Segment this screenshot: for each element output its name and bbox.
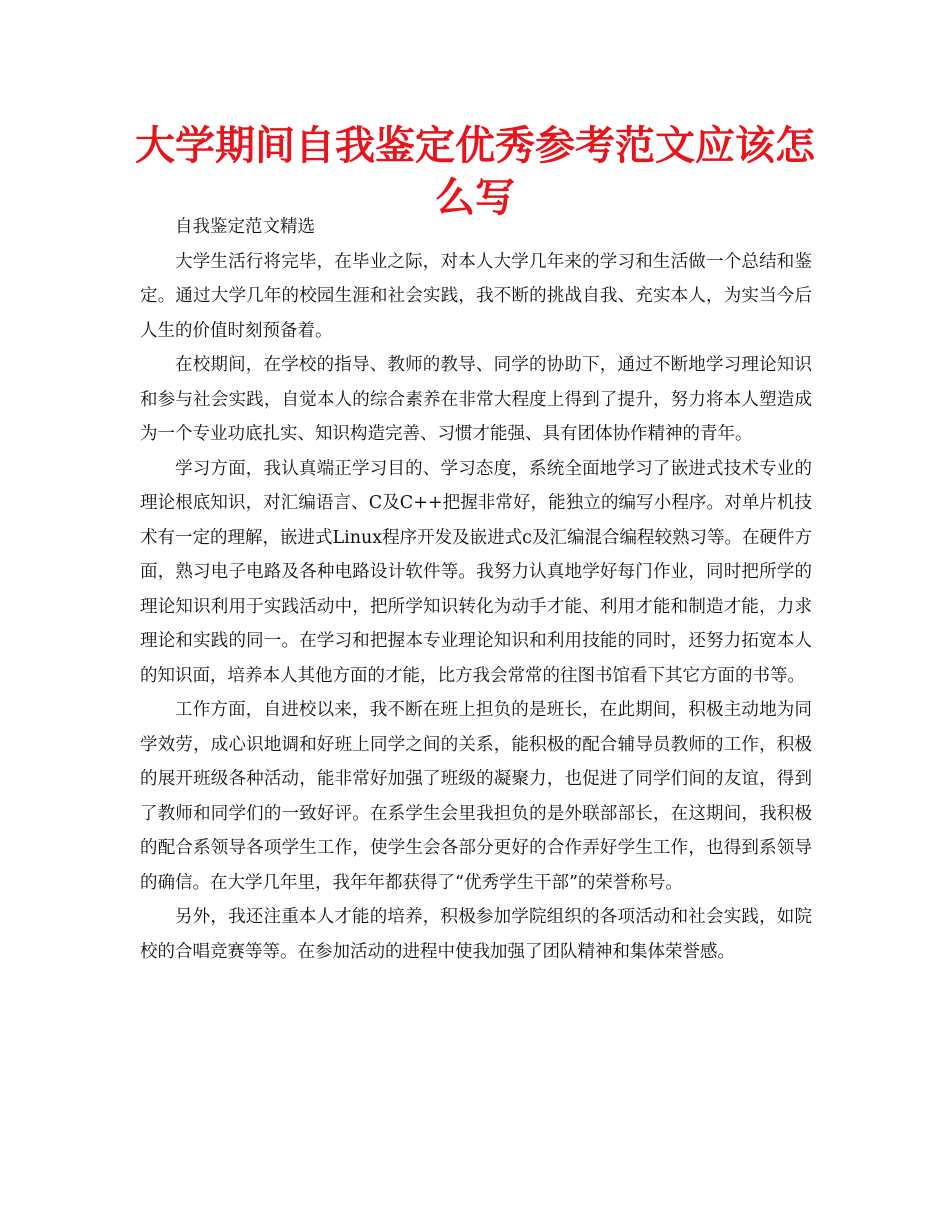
paragraph-school: 在校期间，在学校的指导、教师的教导、同学的协助下，通过不断地学习理论知识和参与社会实践，自觉本人的综合素养在非常大程度上得到了提升，努力将本人塑造成为一个专业功底扎实、知识构造完善、习惯才能强、具有团体协作精神的青年。 [140,355,812,444]
paragraph-work: 工作方面，自进校以来，我不断在班上担负的是班长，在此期间，积极主动地为同学效劳，成心识地调和好班上同学之间的关系，能积极的配合辅导员教师的工作，积极的展开班级各种活动，能非常好加强了班级的凝聚力，也促进了同学们间的友谊，得到了教师和同学们的一致好评。在系学生会里我担负的是外联部部长，在这期间，我积极的配合系领导各项学生工作，使学生会各部分更好的合作弄好学生工作，也得到系领导的确信。在大学几年里，我年年都获得了“优秀学生干部”的荣誉称号。 [140,700,812,893]
paragraph-other: 另外，我还注重本人才能的培养，积极参加学院组织的各项活动和社会实践，如院校的合唱竞赛等等。在参加活动的进程中使我加强了团队精神和集体荣誉感。 [140,907,812,962]
document-title: 大学期间自我鉴定优秀参考范文应该怎么写 [135,123,815,221]
paragraph-study: 学习方面，我认真端正学习目的、学习态度，系统全面地学习了嵌进式技术专业的理论根底知识，对汇编语言、C及C++把握非常好，能独立的编写小程序。对单片机技术有一定的理解，嵌进式Linux程序开发及嵌进式c及汇编混合编程较熟习等。在硬件方面，熟习电子电路及各种电路设计软件等。我努力认真地学好每门作业，同时把所学的理论知识利用于实践活动中，把所学知识转化为动手才能、利用才能和制造才能，力求理论和实践的同一。在学习和把握本专业理论知识和利用技能的同时，还努力拓宽本人的知识面，培养本人其他方面的才能，比方我会常常的往图书馆看下其它方面的书等。 [140,458,812,686]
document-subtitle: 自我鉴定范文精选 [175,217,315,237]
document-body [140,210,812,969]
paragraph-intro: 大学生活行将完毕，在毕业之际，对本人大学几年来的学习和生活做一个总结和鉴定。通过大学几年的校园生涯和社会实践，我不断的挑战自我、充实本人，为实当今后人生的价值时刻预备着。 [140,251,812,341]
